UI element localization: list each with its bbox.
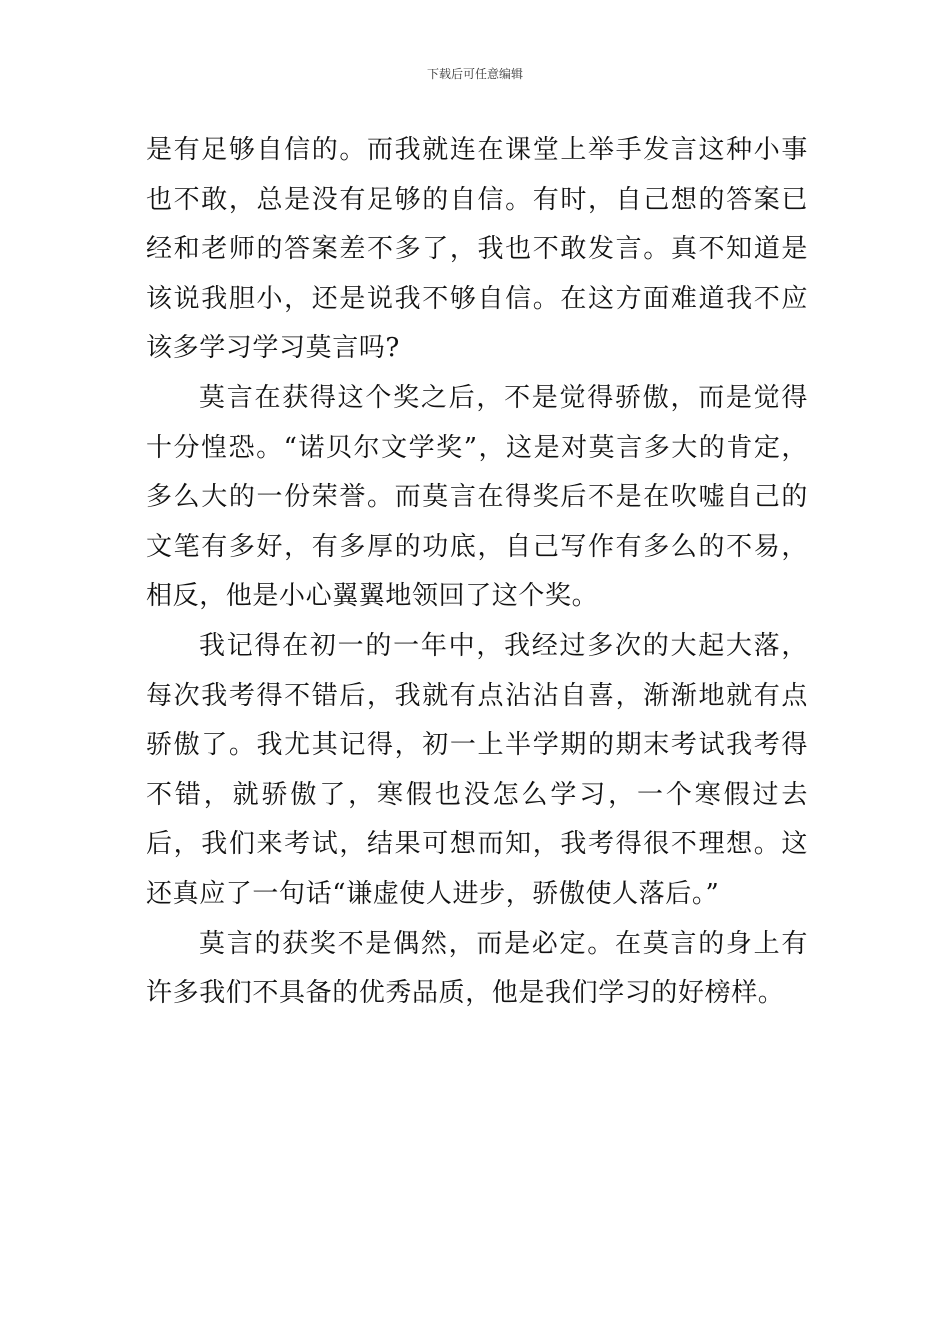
body-text — [146, 126, 808, 1019]
page-header: 下载后可任意编辑 — [426, 67, 523, 81]
paragraph: 莫言的获奖不是偶然，而是必定。在莫言的身上有许多我们不具备的优秀品质，他是我们学习的好榜样。 — [146, 928, 808, 1009]
paragraph: 莫言在获得这个奖之后，不是觉得骄傲，而是觉得十分惶恐。“诺贝尔文学奖”，这是对莫言多大的肯定，多么大的一份荣誉。而莫言在得奖后不是在吹嘘自己的文笔有多好，有多厚的功底，自己写作有多么的不易，相反，他是小心翼翼地领回了这个奖。 — [146, 382, 808, 612]
paragraph: 我记得在初一的一年中，我经过多次的大起大落，每次我考得不错后，我就有点沾沾自喜，渐渐地就有点骄傲了。我尤其记得，初一上半学期的期末考试我考得不错，就骄傲了，寒假也没怎么学习，一个寒假过去后，我们来考试，结果可想而知，我考得很不理想。这还真应了一句话“谦虚使人进步，骄傲使人落后。” — [146, 630, 808, 909]
paragraph-continued: 是有足够自信的。而我就连在课堂上举手发言这种小事也不敢，总是没有足够的自信。有时，自己想的答案已经和老师的答案差不多了，我也不敢发言。真不知道是该说我胆小，还是说我不够自信。在这方面难道我不应该多学习学习莫言吗? — [146, 135, 808, 364]
